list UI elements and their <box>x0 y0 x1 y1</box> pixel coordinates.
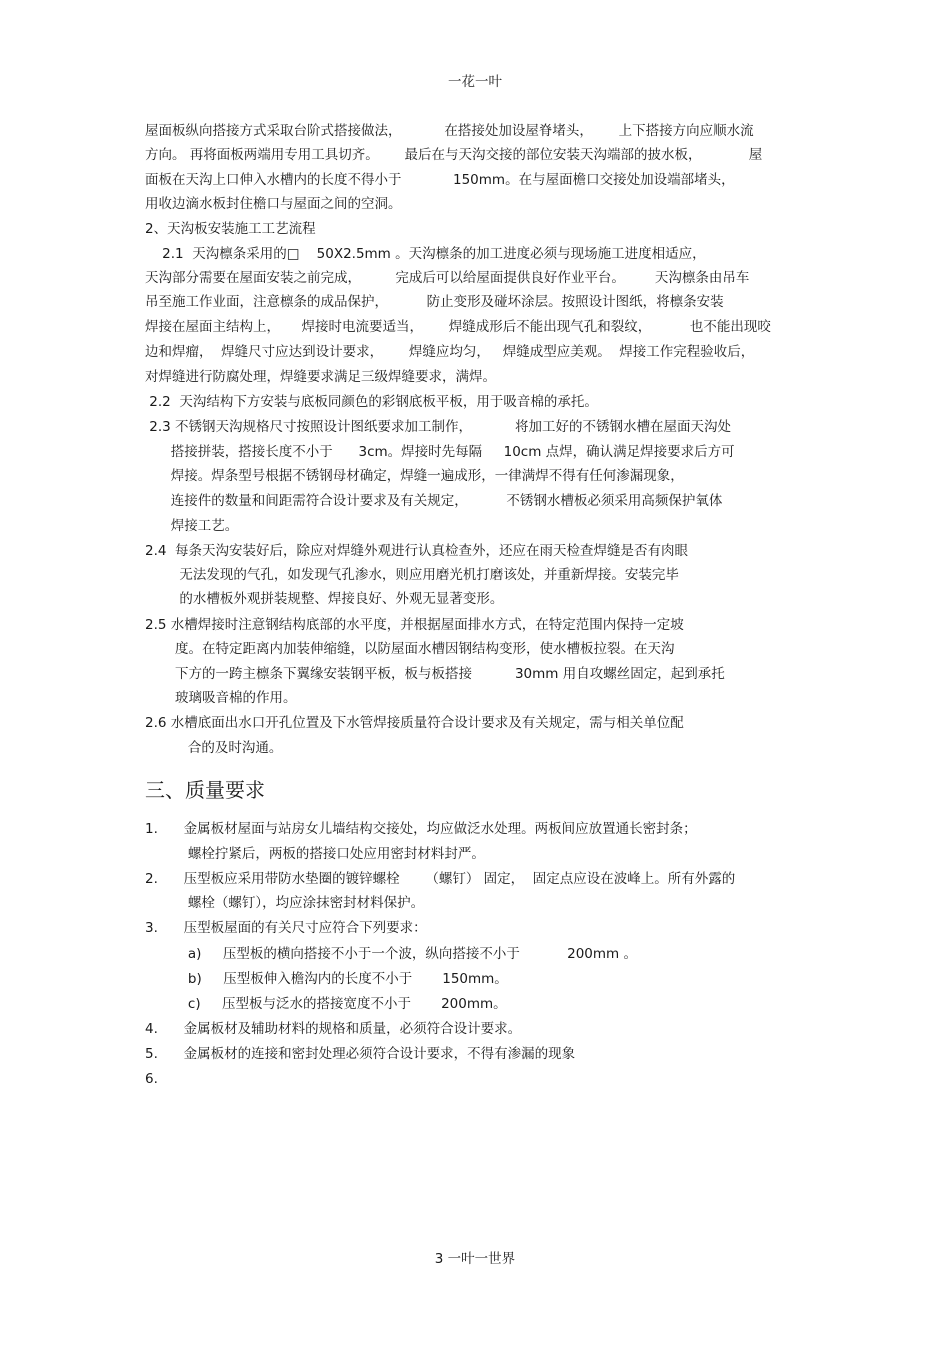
body-line: 焊接。焊条型号根据不锈钢母材确定，焊缝一遍成形，一律满焊不得有任何渗漏现象， <box>145 468 684 484</box>
body-line: 连接件的数量和间距需符合设计要求及有关规定， 不锈钢水槽板必须采用高频保护氧体 <box>145 493 723 509</box>
body-line: 2、天沟板安装施工工艺流程 <box>145 221 316 237</box>
body-line: 焊接工艺。 <box>145 518 239 534</box>
list-item: 4. 金属板材及辅助材料的规格和质量，必须符合设计要求。 <box>145 1021 522 1037</box>
body-line: 焊接在屋面主结构上， 焊接时电流要适当， 焊缝成形后不能出现气孔和裂纹， 也不能出现咬 <box>145 319 771 335</box>
body-line: 2.2 天沟结构下方安装与底板同颜色的彩钢底板平板，用于吸音棉的承托。 <box>145 394 598 410</box>
body-line: 2.1 天沟檩条采用的□ 50X2.5mm 。天沟檩条的加工进度必须与现场施工进度相适应， <box>145 246 706 262</box>
body-line: 边和焊瘤， 焊缝尺寸应达到设计要求， 焊缝应均匀， 焊缝成型应美观。 焊接工作完程验收后， <box>145 344 755 360</box>
body-line: 面板在天沟上口伸入水槽内的长度不得小于 150mm。在与屋面檐口交接处加设端部堵头， <box>145 172 735 188</box>
body-line: 玻璃吸音棉的作用。 <box>145 690 297 706</box>
body-line: 用收边滴水板封住檐口与屋面之间的空洞。 <box>145 196 402 212</box>
body-line: 2.6 水槽底面出水口开孔位置及下水管焊接质量符合设计要求及有关规定，需与相关单位配 <box>145 715 684 731</box>
list-item: 6. <box>145 1071 158 1087</box>
body-line: 2.5 水槽焊接时注意钢结构底部的水平度，并根据屋面排水方式，在特定范围内保持一定坡 <box>145 617 684 633</box>
list-item: 5. 金属板材的连接和密封处理必须符合设计要求，不得有渗漏的现象 <box>145 1046 576 1062</box>
list-item: b) 压型板伸入檐沟内的长度不小于 150mm。 <box>145 971 508 987</box>
list-item: c) 压型板与泛水的搭接宽度不小于 200mm。 <box>145 996 507 1012</box>
body-line: 吊至施工作业面，注意檩条的成品保护， 防止变形及碰坏涂层。按照设计图纸，将檩条安装 <box>145 294 724 310</box>
body-line: 的水槽板外观拼装规整、焊接良好、外观无显著变形。 <box>145 591 504 607</box>
body-line: 搭接拼装，搭接长度不小于 3cm。焊接时先每隔 10cm 点焊，确认满足焊接要求后方可 <box>145 444 735 460</box>
body-line: 2.3 不锈钢天沟规格尺寸按照设计图纸要求加工制作， 将加工好的不锈钢水槽在屋面天沟处 <box>145 419 731 435</box>
list-item: 3. 压型板屋面的有关尺寸应符合下列要求： <box>145 920 427 936</box>
list-item: a) 压型板的横向搭接不小于一个波，纵向搭接不小于 200mm 。 <box>145 946 637 962</box>
body-line: 2.4 每条天沟安装好后，除应对焊缝外观进行认真检查外，还应在雨天检查焊缝是否有肉眼 <box>145 543 689 559</box>
page-footer: 3 一叶一世界 <box>434 1251 516 1267</box>
page-header: 一花一叶 <box>448 74 502 90</box>
body-line: 无法发现的气孔，如发现气孔渗水，则应用磨光机打磨该处，并重新焊接。安装完毕 <box>145 567 679 583</box>
list-item: 1. 金属板材屋面与站房女儿墙结构交接处，均应做泛水处理。两板间应放置通长密封条； <box>145 821 697 837</box>
body-line: 度。在特定距离内加装伸缩缝，以防屋面水槽因钢结构变形，使水槽板拉裂。在天沟 <box>145 641 675 657</box>
list-item: 2. 压型板应采用带防水垫圈的镀锌螺栓 （螺钉） 固定， 固定点应设在波峰上。所有外露的 <box>145 871 736 887</box>
list-item: 螺栓拧紧后，两板的搭接口处应用密封材料封严。 <box>145 846 485 862</box>
list-item: 螺栓（螺钉），均应涂抹密封材料保护。 <box>145 895 425 911</box>
body-line: 屋面板纵向搭接方式采取台阶式搭接做法， 在搭接处加设屋脊堵头， 上下搭接方向应顺水流 <box>145 123 754 139</box>
body-line: 方向。 再将面板两端用专用工具切齐。 最后在与天沟交接的部位安装天沟端部的披水板， 屋 <box>145 147 763 163</box>
body-line: 合的及时沟通。 <box>145 740 283 756</box>
section-heading: 三、质量要求 <box>145 778 265 802</box>
body-line: 对焊缝进行防腐处理，焊缝要求满足三级焊缝要求，满焊。 <box>145 369 496 385</box>
body-line: 下方的一跨主檩条下翼缘安装钢平板，板与板搭接 30mm 用自攻螺丝固定，起到承托 <box>145 666 725 682</box>
body-line: 天沟部分需要在屋面安装之前完成， 完成后可以给屋面提供良好作业平台。 天沟檩条由吊车 <box>145 270 750 286</box>
